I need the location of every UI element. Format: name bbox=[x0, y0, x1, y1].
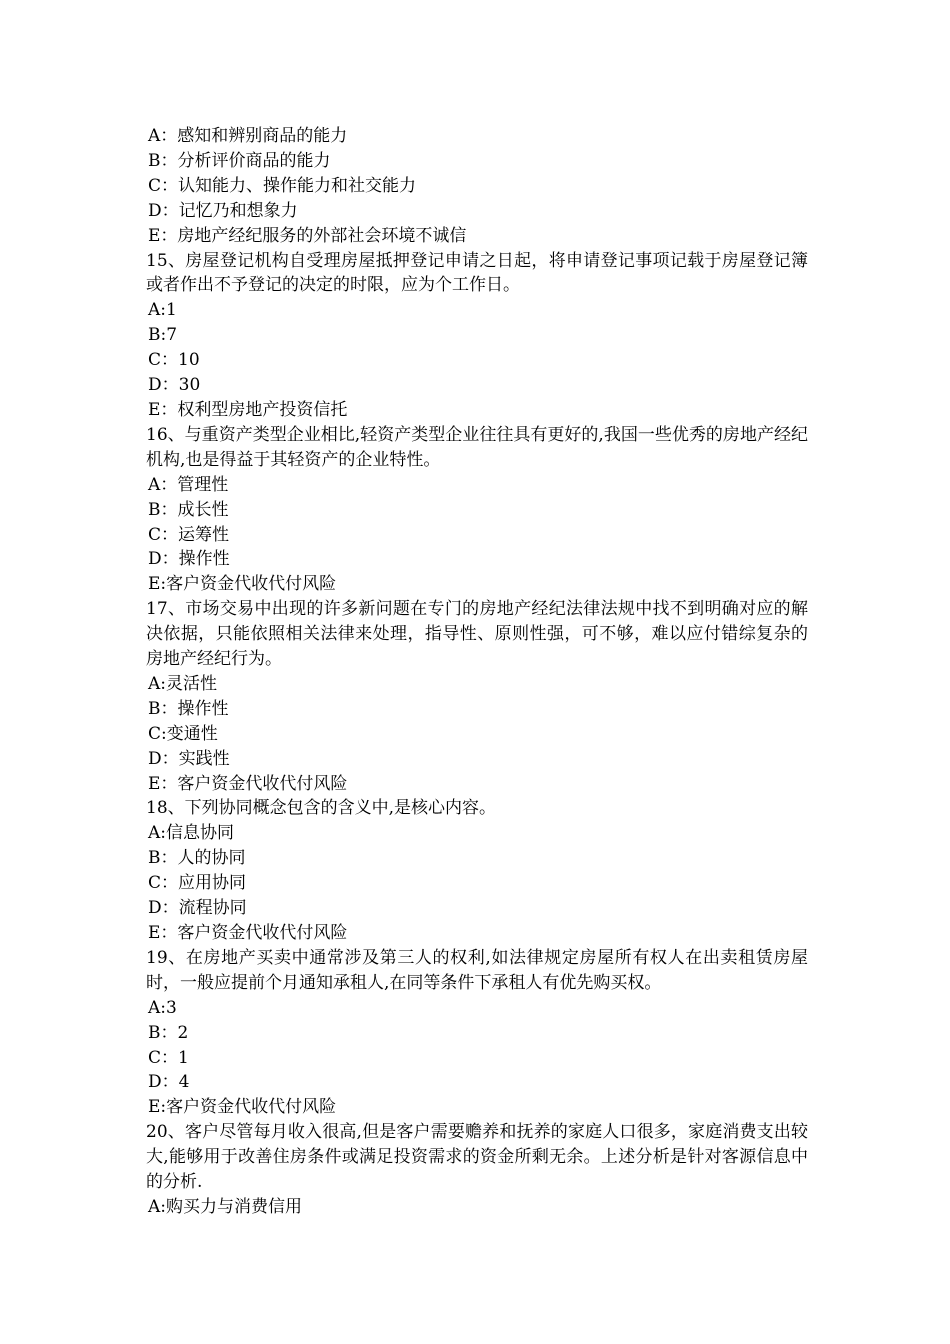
option-line: E：权利型房地产投资信托 bbox=[148, 399, 348, 420]
question-text: 19、在房地产买卖中通常涉及第三人的权利,如法律规定房屋所有权人在出卖租赁房屋时，一般应提前个月通知承租人,在同等条件下承租人有优先购买权。 bbox=[146, 947, 808, 993]
option-line: D：4 bbox=[148, 1072, 190, 1093]
option-line: A:1 bbox=[148, 300, 177, 321]
option-line: E:客户资金代收代付风险 bbox=[148, 574, 337, 595]
option-line: C：10 bbox=[148, 350, 200, 371]
question-text: 16、与重资产类型企业相比,轻资产类型企业往往具有更好的,我国一些优秀的房地产经纪机构,也是得益于其轻资产的企业特性。 bbox=[146, 424, 808, 470]
option-line: B:7 bbox=[148, 325, 178, 346]
option-line: D：流程协同 bbox=[148, 898, 247, 919]
question-text: 18、下列协同概念包含的含义中,是核心内容。 bbox=[146, 798, 497, 819]
option-line: C：应用协同 bbox=[148, 873, 247, 894]
option-line: B：操作性 bbox=[148, 698, 229, 719]
option-line: B：2 bbox=[148, 1022, 189, 1043]
option-line: E：房地产经纪服务的外部社会环境不诚信 bbox=[148, 225, 467, 246]
option-line: C:变通性 bbox=[148, 723, 218, 744]
option-line: D：实践性 bbox=[148, 748, 230, 769]
option-line: C：1 bbox=[148, 1047, 189, 1068]
option-line: A：管理性 bbox=[148, 474, 229, 495]
document-body bbox=[146, 124, 808, 1220]
option-line: D：30 bbox=[148, 375, 201, 396]
option-line: C：运筹性 bbox=[148, 524, 230, 545]
option-line: C：认知能力、操作能力和社交能力 bbox=[148, 175, 417, 196]
option-line: D：操作性 bbox=[148, 549, 230, 570]
option-line: A:信息协同 bbox=[148, 823, 235, 844]
option-line: B：人的协同 bbox=[148, 848, 246, 869]
question-text: 20、客户尽管每月收入很高,但是客户需要赡养和抚养的家庭人口很多，家庭消费支出较大,能够用于改善住房条件或满足投资需求的资金所剩无余。上述分析是针对客源信息中的分析. bbox=[146, 1122, 808, 1193]
option-line: E:客户资金代收代付风险 bbox=[148, 1097, 337, 1118]
question-text: 17、市场交易中出现的许多新问题在专门的房地产经纪法律法规中找不到明确对应的解决依据，只能依照相关法律来处理，指导性、原则性强，可不够，难以应付错综复杂的房地产经纪行为。 bbox=[146, 599, 808, 670]
option-line: A:购买力与消费信用 bbox=[148, 1196, 303, 1217]
option-line: E：客户资金代收代付风险 bbox=[148, 923, 348, 943]
option-line: A：感知和辨别商品的能力 bbox=[148, 126, 348, 146]
option-line: A:3 bbox=[148, 997, 177, 1018]
option-line: D：记忆乃和想象力 bbox=[148, 200, 298, 221]
option-line: A:灵活性 bbox=[148, 673, 218, 694]
option-line: B：分析评价商品的能力 bbox=[148, 150, 331, 171]
option-line: E：客户资金代收代付风险 bbox=[148, 773, 348, 794]
question-text: 15、房屋登记机构自受理房屋抵押登记申请之日起，将申请登记事项记载于房屋登记簿或者作出不予登记的决定的时限，应为个工作日。 bbox=[146, 250, 808, 296]
option-line: B：成长性 bbox=[148, 499, 229, 520]
